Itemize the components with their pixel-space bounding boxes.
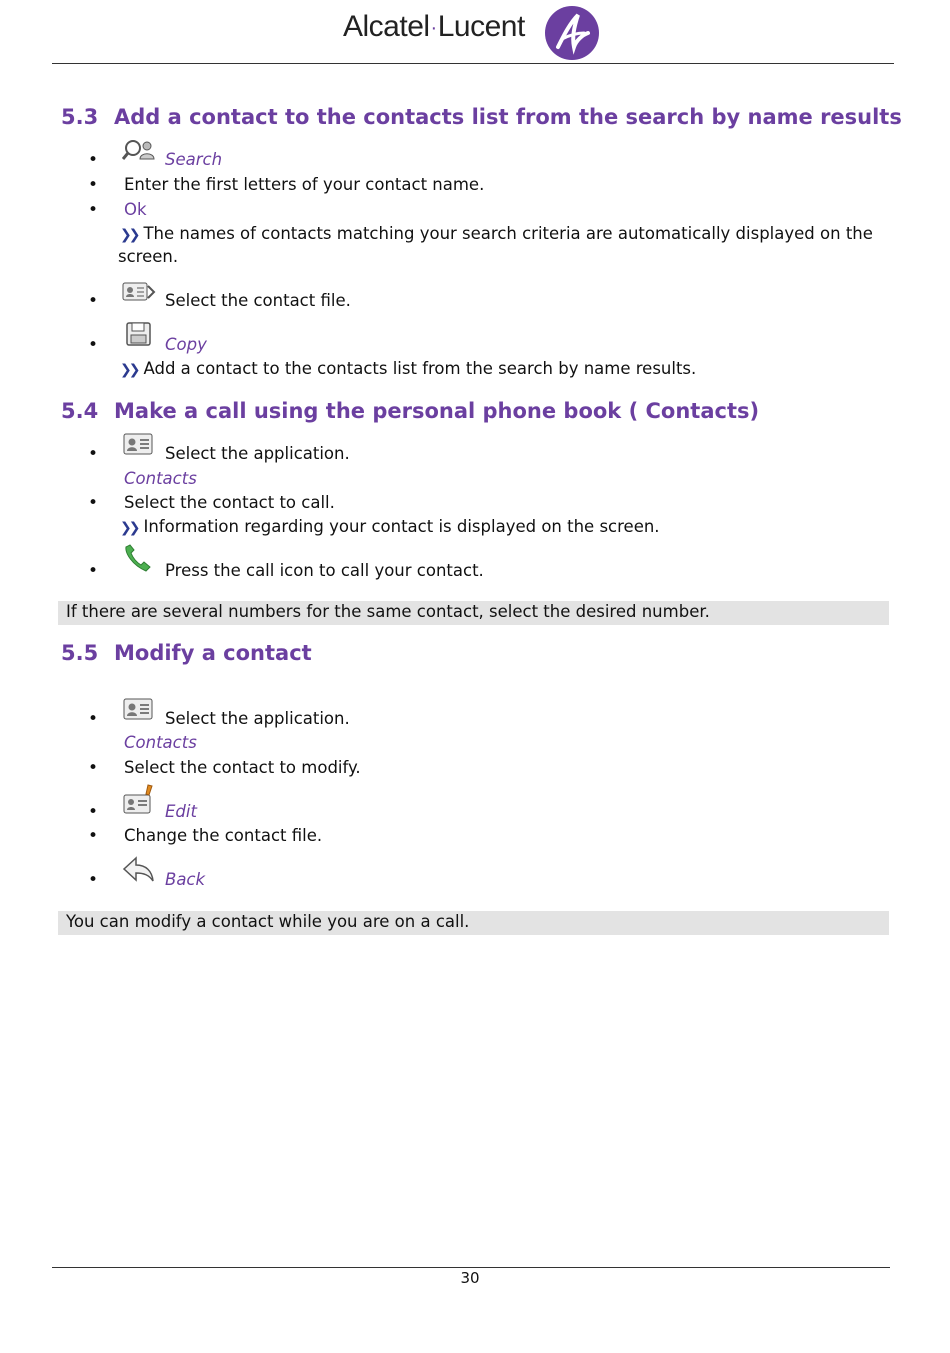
bullet: •: [88, 444, 99, 464]
instruction-text: Select the contact file.: [165, 291, 351, 310]
section-heading-5-3: [61, 105, 902, 129]
result-text-line1: The names of contacts matching your search criteria are automatically displayed on the: [143, 224, 873, 243]
section-title: Modify a contact: [114, 641, 312, 665]
copy-label: Copy: [165, 335, 207, 354]
result-arrow-icon: ❯❯: [120, 520, 138, 536]
section-number: 5.5: [61, 641, 99, 665]
info-result-text: Information regarding your contact is displayed on the screen.: [143, 517, 660, 536]
ok-label: Ok: [124, 200, 147, 219]
result-text: [120, 517, 660, 536]
edit-label: Edit: [165, 802, 197, 821]
contact-file-icon: [122, 278, 156, 308]
floppy-disk-icon: [122, 320, 156, 350]
page-number: 30: [460, 1269, 480, 1287]
section-title: Make a call using the personal phone book ( Contacts): [114, 399, 760, 423]
edit-contact-icon: [122, 783, 156, 817]
instruction-text: Enter the first letters of your contact name.: [124, 175, 485, 194]
bullet: •: [88, 200, 99, 220]
instruction-text: Change the contact file.: [124, 826, 323, 845]
bullet: •: [88, 709, 99, 729]
instruction-text: Select the contact to modify.: [124, 758, 361, 777]
contact-card-icon: [122, 695, 156, 725]
bullet: •: [88, 335, 99, 355]
bullet: •: [88, 291, 99, 311]
instruction-text: Select the application.: [165, 444, 350, 463]
contact-card-icon: [122, 430, 156, 460]
bullet: •: [88, 493, 99, 513]
section-heading-5-4: [61, 399, 759, 423]
contacts-label: Contacts: [124, 469, 197, 488]
bullet: •: [88, 150, 99, 170]
copy-result-text: Add a contact to the contacts list from the search by name results.: [143, 359, 697, 378]
alcatel-lucent-logo-icon: [544, 5, 600, 61]
bullet: •: [88, 561, 99, 581]
bullet: •: [88, 758, 99, 778]
result-text-line2: screen.: [118, 247, 179, 266]
footer-rule: [52, 1267, 890, 1268]
brand-name-left: Alcatel: [343, 10, 430, 43]
section-title: Add a contact to the contacts list from the search by name results: [114, 105, 902, 129]
instruction-text: Press the call icon to call your contact.: [165, 561, 484, 580]
bullet: •: [88, 802, 99, 822]
brand-name-right: Lucent: [437, 10, 525, 43]
back-arrow-icon: [122, 855, 156, 885]
phone-handset-icon: [122, 543, 156, 577]
result-text: [120, 224, 873, 243]
brand-name: [343, 10, 525, 44]
search-label: Search: [165, 150, 223, 169]
note-box: You can modify a contact while you are on a call.: [58, 911, 889, 935]
instruction-text: Select the contact to call.: [124, 493, 335, 512]
result-arrow-icon: ❯❯: [120, 227, 138, 243]
result-text: [120, 359, 696, 378]
section-number: 5.4: [61, 399, 99, 423]
note-box: If there are several numbers for the same contact, select the desired number.: [58, 601, 889, 625]
bullet: •: [88, 175, 99, 195]
contacts-label: Contacts: [124, 733, 197, 752]
brand-dot: ·: [430, 16, 437, 39]
search-icon: [122, 137, 156, 167]
bullet: •: [88, 826, 99, 846]
header-rule: [52, 63, 894, 64]
result-arrow-icon: ❯❯: [120, 362, 138, 378]
section-heading-5-5: [61, 641, 312, 665]
section-number: 5.3: [61, 105, 99, 129]
instruction-text: Select the application.: [165, 709, 350, 728]
back-label: Back: [165, 870, 206, 889]
bullet: •: [88, 870, 99, 890]
